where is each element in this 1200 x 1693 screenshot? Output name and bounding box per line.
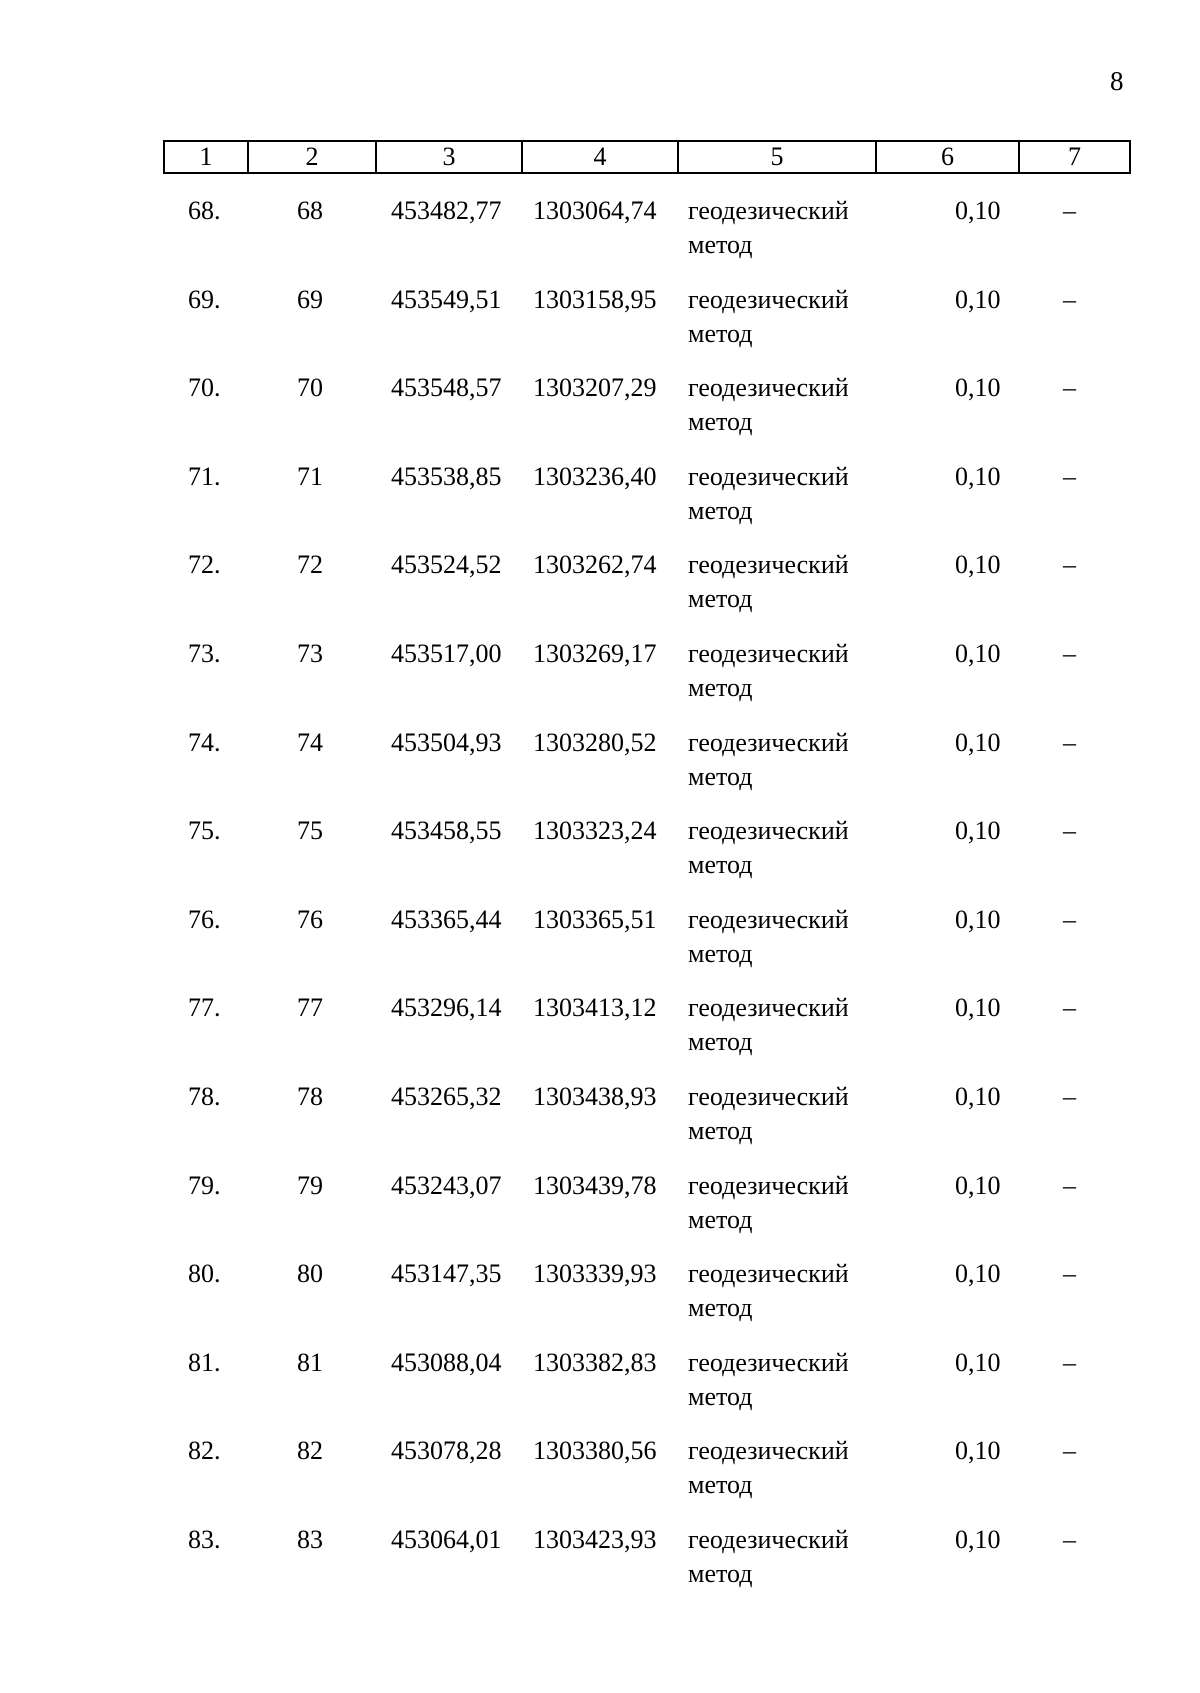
coordinate-y-cell: 1303423,93 (533, 1525, 657, 1554)
table-row (0, 728, 1200, 816)
table-row (0, 373, 1200, 461)
description-cell: – (1063, 196, 1076, 225)
table-row (0, 1259, 1200, 1347)
table-row (0, 1436, 1200, 1524)
method-cell: геодезический метод (688, 1170, 849, 1234)
coordinate-y-cell: 1303269,17 (533, 639, 657, 668)
point-number-cell: 83 (297, 1525, 323, 1554)
row-number-cell: 72. (188, 550, 221, 580)
method-cell: геодезический метод (688, 461, 849, 525)
coordinate-x-cell: 453147,35 (391, 1259, 502, 1289)
table-row (0, 550, 1200, 638)
method-cell: геодезический метод (688, 1525, 849, 1588)
table-row (0, 639, 1200, 727)
description-cell: – (1063, 1170, 1076, 1200)
accuracy-cell: 0,10 (955, 284, 1001, 314)
accuracy-cell: 0,10 (955, 1259, 1001, 1289)
coordinate-y-cell: 1303380,56 (533, 1436, 657, 1466)
table-row (0, 285, 1200, 373)
point-number-cell: 75 (297, 816, 323, 846)
row-number-cell: 74. (188, 727, 221, 757)
table-row (0, 196, 1200, 284)
description-cell: – (1063, 1082, 1076, 1111)
coordinate-y-cell: 1303236,40 (533, 461, 657, 491)
coordinate-y-cell: 1303262,74 (533, 550, 657, 580)
description-cell: – (1063, 1436, 1076, 1466)
coordinate-x-cell: 453365,44 (391, 904, 502, 934)
coordinate-x-cell: 453078,28 (391, 1436, 502, 1466)
description-cell: – (1063, 284, 1076, 314)
row-number-cell: 81. (188, 1347, 221, 1377)
coordinate-x-cell: 453517,00 (391, 639, 502, 668)
method-cell: геодезический метод (688, 1347, 849, 1411)
description-cell: – (1063, 1259, 1076, 1289)
coordinate-x-cell: 453088,04 (391, 1347, 502, 1377)
point-number-cell: 73 (297, 639, 323, 668)
accuracy-cell: 0,10 (955, 904, 1001, 934)
description-cell: – (1063, 1347, 1076, 1377)
coordinate-x-cell: 453064,01 (391, 1525, 502, 1554)
method-cell: геодезический метод (688, 550, 849, 614)
row-number-cell: 76. (188, 904, 221, 934)
description-cell: – (1063, 816, 1076, 846)
method-cell: геодезический метод (688, 639, 849, 702)
point-number-cell: 74 (297, 727, 323, 757)
accuracy-cell: 0,10 (955, 373, 1001, 403)
row-number-cell: 78. (188, 1082, 221, 1111)
accuracy-cell: 0,10 (955, 727, 1001, 757)
accuracy-cell: 0,10 (955, 550, 1001, 580)
description-cell: – (1063, 639, 1076, 668)
row-number-cell: 73. (188, 639, 221, 668)
accuracy-cell: 0,10 (955, 1525, 1001, 1554)
method-cell: геодезический метод (688, 1259, 849, 1323)
coordinate-x-cell: 453265,32 (391, 1082, 502, 1111)
point-number-cell: 81 (297, 1347, 323, 1377)
row-number-cell: 79. (188, 1170, 221, 1200)
description-cell: – (1063, 373, 1076, 403)
method-cell: геодезический метод (688, 904, 849, 968)
row-number-cell: 71. (188, 461, 221, 491)
coordinate-y-cell: 1303280,52 (533, 727, 657, 757)
accuracy-cell: 0,10 (955, 1347, 1001, 1377)
coordinate-y-cell: 1303207,29 (533, 373, 657, 403)
row-number-cell: 77. (188, 993, 221, 1023)
header-cell-4: 4 (523, 142, 679, 172)
row-number-cell: 82. (188, 1436, 221, 1466)
point-number-cell: 71 (297, 461, 323, 491)
description-cell: – (1063, 904, 1076, 934)
point-number-cell: 80 (297, 1259, 323, 1289)
coordinate-x-cell: 453243,07 (391, 1170, 502, 1200)
method-cell: геодезический метод (688, 727, 849, 791)
method-cell: геодезический метод (688, 993, 849, 1057)
accuracy-cell: 0,10 (955, 1082, 1001, 1111)
table-row (0, 816, 1200, 904)
coordinate-x-cell: 453538,85 (391, 461, 502, 491)
method-cell: геодезический метод (688, 196, 849, 259)
row-number-cell: 80. (188, 1259, 221, 1289)
point-number-cell: 79 (297, 1170, 323, 1200)
point-number-cell: 68 (297, 196, 323, 225)
method-cell: геодезический метод (688, 1082, 849, 1145)
point-number-cell: 69 (297, 284, 323, 314)
method-cell: геодезический метод (688, 1436, 849, 1500)
accuracy-cell: 0,10 (955, 196, 1001, 225)
accuracy-cell: 0,10 (955, 461, 1001, 491)
row-number-cell: 83. (188, 1525, 221, 1554)
table-row (0, 1525, 1200, 1613)
coordinate-y-cell: 1303323,24 (533, 816, 657, 846)
description-cell: – (1063, 1525, 1076, 1554)
coordinate-y-cell: 1303439,78 (533, 1170, 657, 1200)
row-number-cell: 75. (188, 816, 221, 846)
accuracy-cell: 0,10 (955, 993, 1001, 1023)
description-cell: – (1063, 993, 1076, 1023)
table-row (0, 1348, 1200, 1436)
point-number-cell: 82 (297, 1436, 323, 1466)
header-cell-7: 7 (1068, 142, 1081, 171)
coordinate-x-cell: 453549,51 (391, 284, 502, 314)
row-number-cell: 68. (188, 196, 221, 225)
method-cell: геодезический метод (688, 373, 849, 437)
coordinate-y-cell: 1303382,83 (533, 1347, 657, 1377)
coordinate-y-cell: 1303064,74 (533, 196, 657, 225)
page-number: 8 (1110, 66, 1124, 96)
method-cell: геодезический метод (688, 816, 849, 880)
table-row (0, 1171, 1200, 1259)
coordinate-y-cell: 1303438,93 (533, 1082, 657, 1111)
coordinate-y-cell: 1303158,95 (533, 284, 657, 314)
coordinate-x-cell: 453504,93 (391, 727, 502, 757)
header-cell-5: 5 (679, 142, 877, 172)
table-row (0, 462, 1200, 550)
point-number-cell: 78 (297, 1082, 323, 1111)
table-header (163, 140, 1131, 174)
header-cell-1: 1 (165, 142, 249, 172)
row-number-cell: 69. (188, 284, 221, 314)
point-number-cell: 70 (297, 373, 323, 403)
accuracy-cell: 0,10 (955, 1436, 1001, 1466)
header-cell-2: 2 (249, 142, 377, 172)
header-cell-6: 6 (877, 142, 1020, 172)
coordinate-y-cell: 1303339,93 (533, 1259, 657, 1289)
accuracy-cell: 0,10 (955, 816, 1001, 846)
row-number-cell: 70. (188, 373, 221, 403)
table-row (0, 905, 1200, 993)
accuracy-cell: 0,10 (955, 639, 1001, 668)
description-cell: – (1063, 727, 1076, 757)
method-cell: геодезический метод (688, 284, 849, 348)
coordinate-x-cell: 453482,77 (391, 196, 502, 225)
coordinate-x-cell: 453296,14 (391, 993, 502, 1023)
coordinate-x-cell: 453524,52 (391, 550, 502, 580)
coordinate-y-cell: 1303413,12 (533, 993, 657, 1023)
coordinate-x-cell: 453458,55 (391, 816, 502, 846)
point-number-cell: 72 (297, 550, 323, 580)
point-number-cell: 76 (297, 904, 323, 934)
coordinate-y-cell: 1303365,51 (533, 904, 657, 934)
description-cell: – (1063, 461, 1076, 491)
accuracy-cell: 0,10 (955, 1170, 1001, 1200)
table-row (0, 993, 1200, 1081)
coordinate-x-cell: 453548,57 (391, 373, 502, 403)
description-cell: – (1063, 550, 1076, 580)
header-cell-3: 3 (377, 142, 523, 172)
table-row (0, 1082, 1200, 1170)
point-number-cell: 77 (297, 993, 323, 1023)
